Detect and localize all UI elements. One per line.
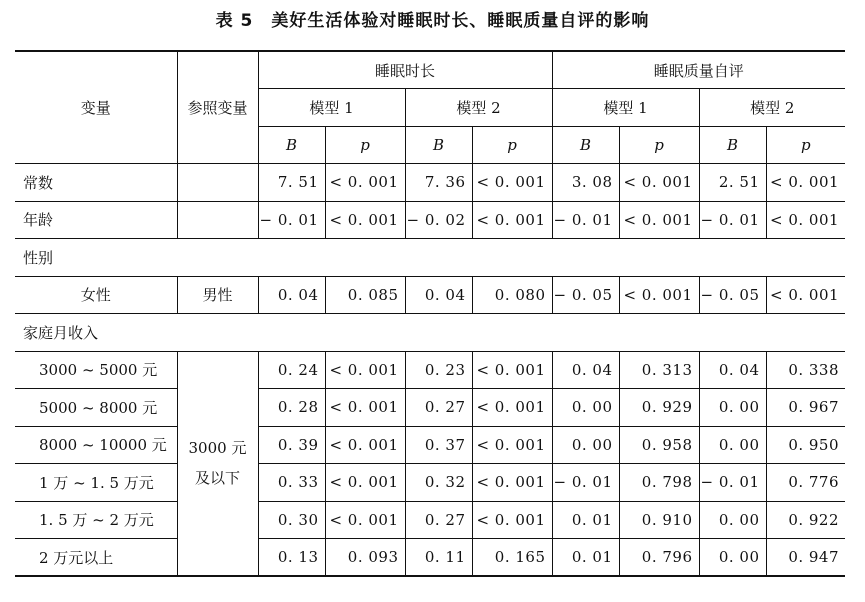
value-cell: 0. 085 [325, 276, 405, 314]
value-cell: 0. 04 [405, 276, 472, 314]
value-cell: 0. 00 [699, 389, 766, 427]
table-number: 表 5 [215, 11, 254, 31]
value-cell: 0. 967 [766, 389, 845, 427]
value-cell: 0. 00 [552, 389, 619, 427]
value-cell: 0. 04 [552, 351, 619, 389]
value-cell: < 0. 001 [766, 201, 845, 239]
value-cell: 0. 080 [472, 276, 552, 314]
value-cell: < 0. 001 [472, 426, 552, 464]
value-cell: 0. 33 [258, 464, 325, 502]
value-cell: 7. 36 [405, 164, 472, 202]
value-cell: − 0. 05 [552, 276, 619, 314]
header-stat: p [619, 126, 699, 164]
value-cell: < 0. 001 [472, 501, 552, 539]
table-row [15, 201, 845, 239]
header-stat: p [325, 126, 405, 164]
value-cell: 0. 23 [405, 351, 472, 389]
row-reference [177, 164, 258, 202]
value-cell: 0. 093 [325, 539, 405, 577]
value-cell: < 0. 001 [619, 164, 699, 202]
value-cell: 0. 37 [405, 426, 472, 464]
header-stat: p [472, 126, 552, 164]
value-cell: 0. 01 [552, 501, 619, 539]
value-cell: 0. 929 [619, 389, 699, 427]
value-cell: 0. 39 [258, 426, 325, 464]
value-cell: 0. 27 [405, 389, 472, 427]
header-variable: 变量 [15, 51, 177, 164]
table-title: 美好生活体验对睡眠时长、睡眠质量自评的影响 [271, 11, 650, 31]
value-cell: 0. 947 [766, 539, 845, 577]
header-group-sleep-quality: 睡眠质量自评 [552, 51, 845, 89]
value-cell: < 0. 001 [325, 464, 405, 502]
value-cell: 0. 776 [766, 464, 845, 502]
value-cell: 0. 00 [699, 539, 766, 577]
value-cell: < 0. 001 [325, 201, 405, 239]
value-cell: < 0. 001 [325, 351, 405, 389]
value-cell: < 0. 001 [472, 351, 552, 389]
value-cell: 0. 950 [766, 426, 845, 464]
table-row [15, 389, 845, 427]
income-reference [177, 351, 258, 576]
table-row [15, 164, 845, 202]
value-cell: < 0. 001 [325, 389, 405, 427]
header-reference-label: 参照变量 [187, 98, 248, 117]
value-cell: 0. 32 [405, 464, 472, 502]
value-cell: 0. 313 [619, 351, 699, 389]
header-stat: p [766, 126, 845, 164]
header-model: 模型 2 [405, 89, 552, 127]
value-cell: − 0. 05 [699, 276, 766, 314]
value-cell: 0. 13 [258, 539, 325, 577]
table-body [15, 164, 845, 577]
value-cell: 0. 28 [258, 389, 325, 427]
value-cell: < 0. 001 [619, 276, 699, 314]
row-reference [177, 201, 258, 239]
value-cell: − 0. 02 [405, 201, 472, 239]
table-row [15, 501, 845, 539]
value-cell: 0. 796 [619, 539, 699, 577]
value-cell: 0. 922 [766, 501, 845, 539]
value-cell: < 0. 001 [766, 276, 845, 314]
value-cell: − 0. 01 [258, 201, 325, 239]
value-cell: < 0. 001 [325, 501, 405, 539]
table-row [15, 464, 845, 502]
value-cell: 0. 01 [552, 539, 619, 577]
value-cell: < 0. 001 [472, 201, 552, 239]
value-cell: 0. 00 [699, 426, 766, 464]
row-label: 性别 [15, 239, 845, 277]
header-model: 模型 1 [258, 89, 405, 127]
table-row [15, 426, 845, 464]
table-row [15, 314, 845, 352]
header-group-sleep-duration: 睡眠时长 [258, 51, 552, 89]
value-cell: 0. 798 [619, 464, 699, 502]
table-row [15, 239, 845, 277]
value-cell: 2. 51 [699, 164, 766, 202]
value-cell: 0. 165 [472, 539, 552, 577]
header-stat: B [405, 126, 472, 164]
row-reference: 男性 [177, 276, 258, 314]
value-cell: − 0. 01 [699, 464, 766, 502]
value-cell: 0. 910 [619, 501, 699, 539]
value-cell: 3. 08 [552, 164, 619, 202]
row-label: 1. 5 万 ~ 2 万元 [15, 501, 177, 539]
row-label: 年龄 [15, 201, 177, 239]
value-cell: < 0. 001 [325, 164, 405, 202]
value-cell: < 0. 001 [325, 426, 405, 464]
row-label: 8000 ~ 10000 元 [15, 426, 177, 464]
row-label: 1 万 ~ 1. 5 万元 [15, 464, 177, 502]
header-stat: B [552, 126, 619, 164]
value-cell: < 0. 001 [619, 201, 699, 239]
value-cell: 7. 51 [258, 164, 325, 202]
value-cell: 0. 11 [405, 539, 472, 577]
value-cell: < 0. 001 [472, 464, 552, 502]
header-model: 模型 1 [552, 89, 699, 127]
header-stat: B [699, 126, 766, 164]
value-cell: 0. 00 [699, 501, 766, 539]
value-cell: − 0. 01 [699, 201, 766, 239]
table-caption [0, 0, 865, 42]
value-cell: − 0. 01 [552, 464, 619, 502]
regression-table [15, 50, 845, 577]
value-cell: 0. 958 [619, 426, 699, 464]
row-label: 5000 ~ 8000 元 [15, 389, 177, 427]
value-cell: 0. 00 [552, 426, 619, 464]
header-reference [177, 51, 258, 164]
header-stat: B [258, 126, 325, 164]
value-cell: < 0. 001 [472, 164, 552, 202]
income-reference-line: 及以下 [194, 469, 240, 488]
table-row [15, 539, 845, 577]
row-label: 女性 [15, 276, 177, 314]
row-label: 家庭月收入 [15, 314, 845, 352]
row-label: 3000 ~ 5000 元 [15, 351, 177, 389]
value-cell: 0. 338 [766, 351, 845, 389]
income-reference-line: 3000 元 [188, 439, 247, 458]
row-label: 常数 [15, 164, 177, 202]
value-cell: 0. 30 [258, 501, 325, 539]
value-cell: < 0. 001 [766, 164, 845, 202]
value-cell: 0. 04 [699, 351, 766, 389]
value-cell: < 0. 001 [472, 389, 552, 427]
value-cell: 0. 24 [258, 351, 325, 389]
table-row [15, 276, 845, 314]
value-cell: − 0. 01 [552, 201, 619, 239]
header-model: 模型 2 [699, 89, 845, 127]
row-label: 2 万元以上 [15, 539, 177, 577]
value-cell: 0. 04 [258, 276, 325, 314]
table-row [15, 351, 845, 389]
value-cell: 0. 27 [405, 501, 472, 539]
